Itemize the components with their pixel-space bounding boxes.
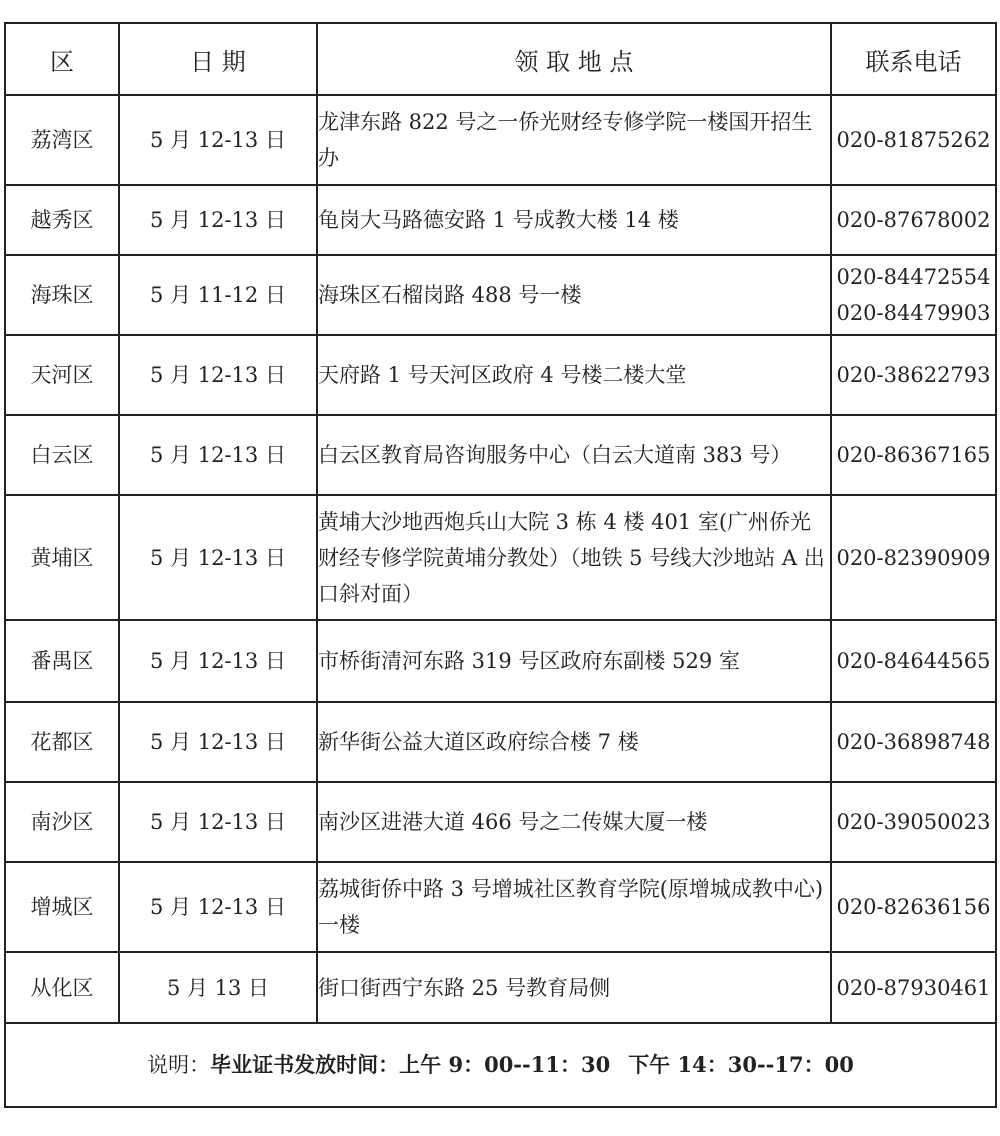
note-afternoon: 下午 14：30--17：00: [628, 1052, 854, 1077]
phone-cell: [831, 620, 996, 702]
table-row: [5, 782, 996, 862]
phone-number: 020-38622793: [836, 363, 991, 387]
date-cell: 5 月 12-13 日: [119, 702, 317, 782]
date-cell: 5 月 12-13 日: [119, 415, 317, 495]
date-cell: 5 月 13 日: [119, 952, 317, 1023]
date-cell: 5 月 12-13 日: [119, 185, 317, 255]
phone-cell: [831, 495, 996, 620]
location-cell: 龟岗大马路德安路 1 号成教大楼 14 楼: [317, 185, 831, 255]
location-cell: 新华街公益大道区政府综合楼 7 楼: [317, 702, 831, 782]
note-morning: 上午 9：00--11：30: [399, 1052, 611, 1077]
phone-number: 020-84479903: [836, 301, 991, 325]
date-cell: 5 月 12-13 日: [119, 495, 317, 620]
date-cell: 5 月 11-12 日: [119, 255, 317, 335]
date-cell: 5 月 12-13 日: [119, 782, 317, 862]
note-label: 毕业证书发放时间：: [210, 1052, 400, 1077]
location-cell: 黄埔大沙地西炮兵山大院 3 栋 4 楼 401 室(广州侨光财经专修学院黄埔分教处）（地铁 5 号线大沙地站 A 出口斜对面）: [317, 495, 831, 620]
phone-cell: [831, 782, 996, 862]
location-cell: 市桥街清河东路 319 号区政府东副楼 529 室: [317, 620, 831, 702]
table-row: [5, 415, 996, 495]
location-cell: 街口街西宁东路 25 号教育局侧: [317, 952, 831, 1023]
table-row: [5, 335, 996, 415]
location-cell: 南沙区进港大道 466 号之二传媒大厦一楼: [317, 782, 831, 862]
date-cell: 5 月 12-13 日: [119, 95, 317, 185]
district-cell: 南沙区: [5, 782, 119, 862]
collection-table: [4, 22, 997, 1108]
note-cell: [5, 1023, 996, 1107]
header-district: 区: [5, 23, 119, 95]
note-row: [5, 1023, 996, 1107]
phone-number: 020-39050023: [836, 810, 991, 834]
district-cell: 花都区: [5, 702, 119, 782]
location-cell: 白云区教育局咨询服务中心（白云大道南 383 号）: [317, 415, 831, 495]
table-row: [5, 952, 996, 1023]
location-cell: 海珠区石榴岗路 488 号一楼: [317, 255, 831, 335]
phone-cell: [831, 415, 996, 495]
phone-number: 020-36898748: [836, 730, 991, 754]
phone-cell: [831, 255, 996, 335]
district-cell: 黄埔区: [5, 495, 119, 620]
location-cell: 龙津东路 822 号之一侨光财经专修学院一楼国开招生办: [317, 95, 831, 185]
phone-cell: [831, 952, 996, 1023]
phone-cell: [831, 335, 996, 415]
phone-number: 020-81875262: [836, 128, 991, 152]
district-cell: 海珠区: [5, 255, 119, 335]
date-cell: 5 月 12-13 日: [119, 620, 317, 702]
table-body: [5, 95, 996, 1023]
district-cell: 越秀区: [5, 185, 119, 255]
district-cell: 荔湾区: [5, 95, 119, 185]
table-row: [5, 702, 996, 782]
date-cell: 5 月 12-13 日: [119, 862, 317, 952]
phone-cell: [831, 862, 996, 952]
location-cell: 荔城街侨中路 3 号增城社区教育学院(原增城成教中心)一楼: [317, 862, 831, 952]
district-cell: 天河区: [5, 335, 119, 415]
phone-number: 020-82636156: [836, 895, 991, 919]
phone-number: 020-84644565: [836, 649, 991, 673]
phone-number: 020-87930461: [836, 975, 991, 1000]
table-row: [5, 620, 996, 702]
table-row: [5, 185, 996, 255]
district-cell: 番禺区: [5, 620, 119, 702]
header-phone: 联系电话: [831, 23, 996, 95]
district-cell: 增城区: [5, 862, 119, 952]
header-date: 日 期: [119, 23, 317, 95]
district-cell: 从化区: [5, 952, 119, 1023]
note-prefix: 说明：: [147, 1053, 211, 1077]
location-cell: 天府路 1 号天河区政府 4 号楼二楼大堂: [317, 335, 831, 415]
table-row: [5, 495, 996, 620]
phone-cell: [831, 185, 996, 255]
phone-number: 020-82390909: [836, 545, 991, 570]
phone-number: 020-84472554: [836, 265, 991, 289]
table-row: [5, 255, 996, 335]
table-row: [5, 95, 996, 185]
phone-number: 020-86367165: [836, 443, 991, 467]
header-row: [5, 23, 996, 95]
phone-cell: [831, 702, 996, 782]
phone-number: 020-87678002: [836, 208, 991, 232]
header-location: 领 取 地 点: [317, 23, 831, 95]
date-cell: 5 月 12-13 日: [119, 335, 317, 415]
district-cell: 白云区: [5, 415, 119, 495]
phone-cell: [831, 95, 996, 185]
table-row: [5, 862, 996, 952]
